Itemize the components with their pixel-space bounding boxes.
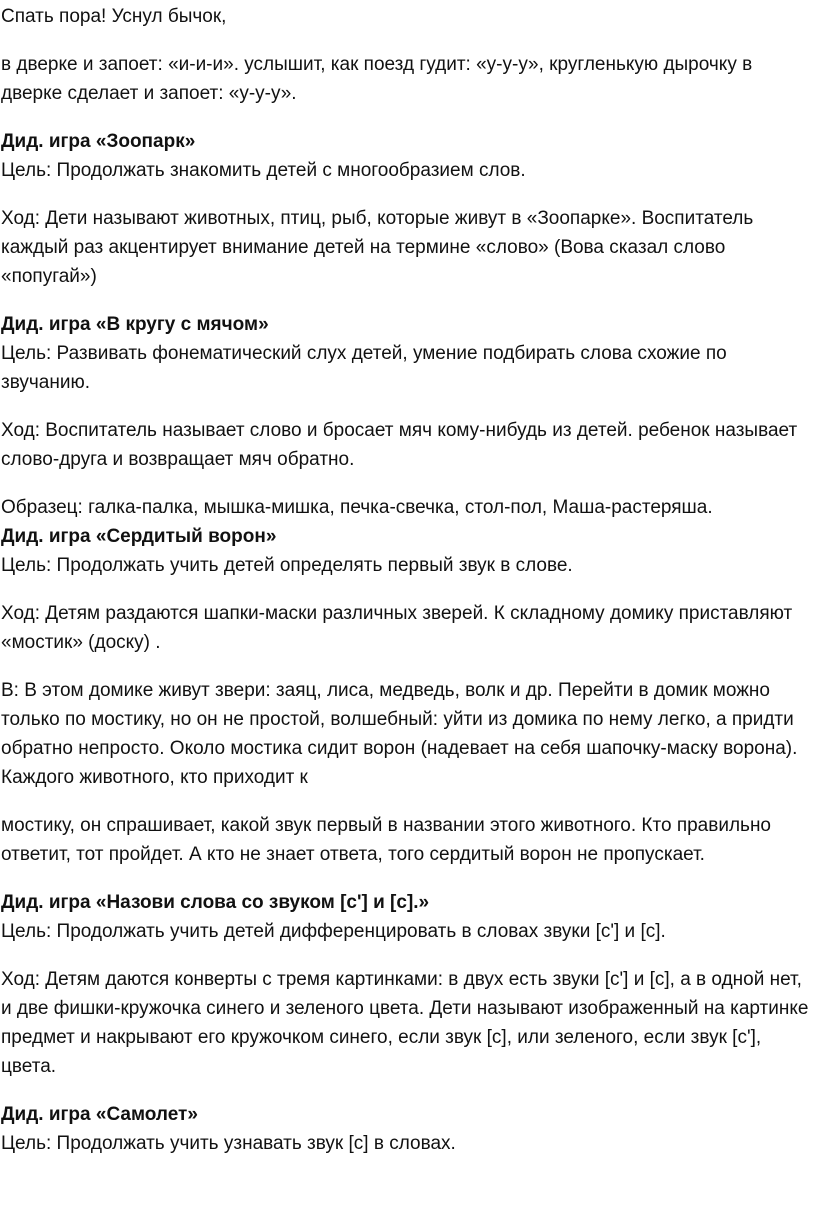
goal-ball-circle: Цель: Развивать фонематический слух детей, умение подбирать слова схожие по звучанию.: [1, 343, 727, 393]
procedure-name-words: Ход: Детям даются конверты с тремя картинками: в двух есть звуки [с'] и [с], а в одной нет, и две фишки-кружочка синего и зеленого цвета. Дети называют изображенный на картинке предмет и накрывают его кружочком синего, если звук [с], или зеленого, если звук [с'], цвета.: [1, 969, 809, 1077]
heading-game-airplane: Дид. игра «Самолет»: [1, 1104, 198, 1125]
procedure-zoopark: Ход: Дети называют животных, птиц, рыб, которые живут в «Зоопарке». Воспитатель каждый раз акцентирует внимание детей на термине «слово» (Вова сказал слово «попугай»): [1, 208, 754, 287]
heading-game-ball-circle: Дид. игра «В кругу с мячом»: [1, 314, 269, 335]
procedure-ball-circle: Ход: Воспитатель называет слово и бросает мяч кому-нибудь из детей. ребенок называет слово-друга и возвращает мяч обратно.: [1, 420, 798, 470]
goal-angry-raven: Цель: Продолжать учить детей определять первый звук в слове.: [1, 555, 573, 576]
heading-game-angry-raven: Дид. игра «Сердитый ворон»: [1, 526, 277, 547]
paragraph-intro-line: Спать пора! Уснул бычок,: [1, 6, 227, 27]
heading-game-zoopark: Дид. игра «Зоопарк»: [1, 131, 196, 152]
goal-name-words: Цель: Продолжать учить детей дифференцировать в словах звуки [с'] и [с].: [1, 921, 666, 942]
procedure-angry-raven: Ход: Детям раздаются шапки-маски различных зверей. К складному домику приставляют «мостик» (доску) .: [1, 603, 793, 653]
paragraph-train-song: в дверке и запоет: «и-и-и». услышит, как поезд гудит: «у-у-у», кругленькую дырочку в дверке сделает и запоет: «у-у-у».: [1, 54, 753, 104]
continuation-angry-raven: мостику, он спрашивает, какой звук первый в названии этого животного. Кто правильно ответит, тот пройдет. А кто не знает ответа, того сердитый ворон не пропускает.: [1, 815, 772, 865]
goal-airplane: Цель: Продолжать учить узнавать звук [с] в словах.: [1, 1133, 456, 1154]
example-ball-circle: Образец: галка-палка, мышка-мишка, печка-свечка, стол-пол, Маша-растеряша.: [1, 497, 713, 518]
teacher-speech-angry-raven: В: В этом домике живут звери: заяц, лиса, медведь, волк и др. Перейти в домик можно только по мостику, но он не простой, волшебный: уйти из домика по нему легко, а придти обратно непросто. Около мостика сидит ворон (надевает на себя шапочку-маску ворона). Каждого животного, кто приходит к: [1, 680, 798, 788]
heading-game-name-words: Дид. игра «Назови слова со звуком [с'] и [с].»: [1, 892, 430, 913]
goal-zoopark: Цель: Продолжать знакомить детей с многообразием слов.: [1, 160, 526, 181]
